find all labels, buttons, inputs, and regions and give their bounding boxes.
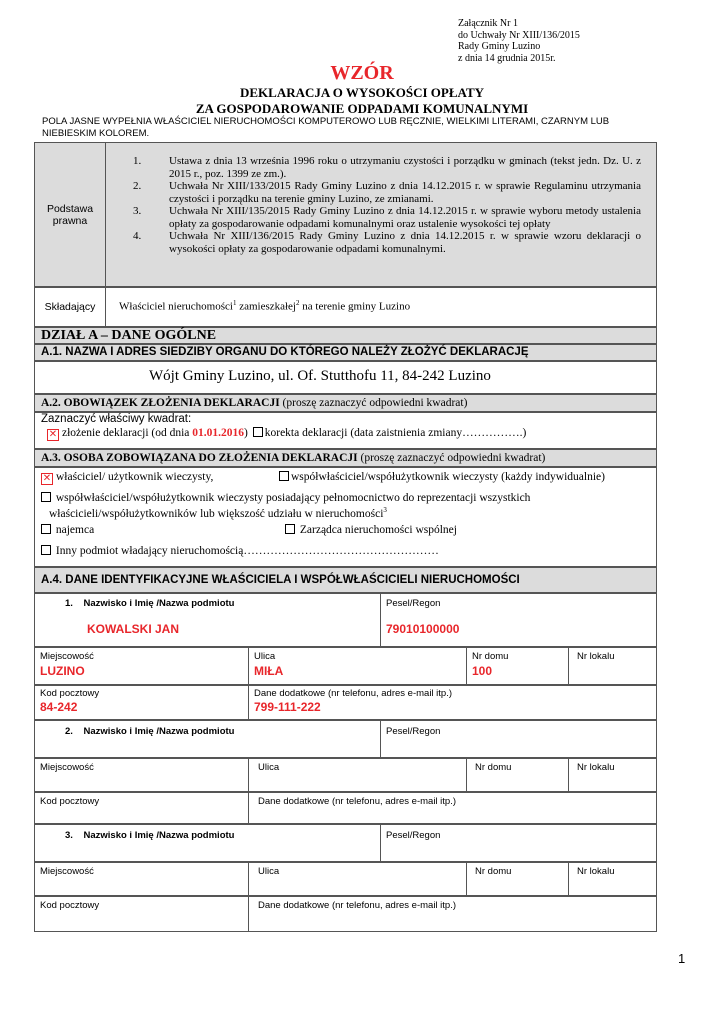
owner-2-extra-field[interactable]	[248, 792, 657, 824]
legal-basis-item	[133, 205, 641, 230]
legal-basis-label: Podstawa prawna	[46, 202, 94, 227]
checkbox-icon[interactable]	[41, 524, 51, 534]
a2-heading	[34, 394, 657, 412]
zip-label: Kod pocztowy	[40, 900, 100, 911]
field-label	[65, 726, 234, 737]
submitter-section	[34, 287, 657, 327]
checkbox-icon[interactable]	[41, 492, 51, 502]
checkbox-icon[interactable]	[285, 524, 295, 534]
street-label: Ulica	[258, 762, 280, 773]
owner-2-street-field[interactable]	[248, 758, 467, 792]
owner-1-house-field[interactable]	[466, 647, 569, 685]
extra-value: 799-111-222	[254, 700, 321, 714]
a2-title: A.2. OBOWIĄZEK ZŁOŻENIA DEKLARACJI	[41, 397, 280, 409]
owner-1-name-field[interactable]	[34, 593, 381, 647]
house-label: Nr domu	[475, 866, 512, 877]
item-number: 3.	[133, 205, 142, 217]
street-label: Ulica	[254, 651, 276, 662]
extra-label: Dane dodatkowe (nr telefonu, adres e-mail itp.)	[258, 796, 457, 807]
extra-label: Dane dodatkowe (nr telefonu, adres e-mail itp.)	[258, 900, 457, 911]
city-label: Miejscowość	[40, 651, 94, 662]
option-label: właściciel/ użytkownik wieczysty,	[56, 471, 214, 483]
extra-label: Dane dodatkowe (nr telefonu, adres e-mail itp.)	[254, 688, 453, 699]
owner-3-street-field[interactable]	[248, 862, 467, 896]
street-label: Ulica	[258, 866, 280, 877]
owner-1-flat-field[interactable]	[568, 647, 657, 685]
owner-1-zip-field[interactable]	[34, 685, 249, 720]
a3-options	[34, 467, 657, 567]
item-text: Uchwała Nr XIII/136/2015 Rady Gminy Luzino z dnia 14.12.2015 r. w sprawie wzoru deklaracji o wysokości opłaty za gospodarowanie odpadami komunalnymi.	[169, 230, 641, 255]
legal-basis-section	[34, 142, 657, 287]
footnote-ref: 1	[232, 299, 237, 307]
annex-line: Załącznik Nr 1	[458, 18, 518, 29]
owner-2-name-field[interactable]	[34, 720, 381, 758]
flat-label: Nr lokalu	[577, 866, 615, 877]
field-label	[65, 598, 234, 609]
house-label: Nr domu	[472, 651, 509, 662]
footnote-ref: 2	[296, 299, 300, 307]
item-number: 2.	[133, 180, 142, 192]
zip-label: Kod pocztowy	[40, 688, 100, 699]
zip-value: 84-242	[40, 700, 78, 714]
a3-option-coowner[interactable]	[279, 471, 605, 483]
field-label	[65, 830, 234, 841]
owner-2-pesel-field[interactable]	[380, 720, 657, 758]
city-value: LUZINO	[40, 664, 85, 678]
fill-instruction: POLA JASNE WYPEŁNIA WŁAŚCICIEL NIERUCHOMOŚCI KOMPUTEROWO LUB RĘCZNIE, WIELKIMI LITERAMI, CZARNYM LUB NIEBIESKIM KOLOREM.	[42, 116, 610, 139]
owner-3-city-field[interactable]	[34, 862, 249, 896]
item-number: 1.	[133, 155, 142, 167]
a3-title: A.3. OSOBA ZOBOWIĄZANA DO ZŁOŻENIA DEKLARACJI	[41, 452, 358, 464]
owner-3-pesel-field[interactable]	[380, 824, 657, 862]
legal-basis-item	[133, 180, 641, 205]
template-stamp: WZÓR	[330, 62, 394, 84]
name-label: Nazwisko i Imię /Nazwa podmiotu	[83, 598, 235, 609]
zip-label: Kod pocztowy	[40, 796, 100, 807]
item-text: Uchwała Nr XIII/135/2015 Rady Gminy Luzino z dnia 14.12.2015 r. w sprawie wyboru metody ustalenia opłaty za gospodarowanie odpadami komunalnymi oraz ustalenie wysokości tej opłaty	[169, 205, 641, 230]
divider	[105, 288, 106, 326]
owner-name-value: KOWALSKI JAN	[87, 622, 180, 636]
owner-number: 3.	[65, 830, 73, 841]
annex-line: Rady Gminy Luzino	[458, 41, 541, 52]
option-label: najemca	[55, 524, 95, 536]
owner-1-extra-field[interactable]	[248, 685, 657, 720]
a3-option-other[interactable]	[41, 545, 439, 557]
flat-label: Nr lokalu	[577, 762, 615, 773]
house-label: Nr domu	[475, 762, 512, 773]
submitter-label: Składający	[44, 301, 96, 313]
owner-2-flat-field[interactable]	[568, 758, 657, 792]
a2-option-initial[interactable]	[47, 427, 526, 441]
owner-2-house-field[interactable]	[466, 758, 569, 792]
a3-option-representative[interactable]	[41, 492, 530, 504]
pesel-label: Pesel/Regon	[386, 598, 441, 609]
item-number: 4.	[133, 230, 142, 242]
a3-note: (proszę zaznaczyć odpowiedni kwadrat)	[360, 452, 546, 464]
owner-3-name-field[interactable]	[34, 824, 381, 862]
a2-options	[34, 412, 657, 449]
a3-option-manager[interactable]	[285, 524, 457, 536]
authority-field	[34, 361, 657, 394]
street-value: MIŁA	[254, 664, 284, 678]
item-text: Uchwała Nr XIII/133/2015 Rady Gminy Luzino z dnia 14.12.2015 r. w sprawie Regulaminu utrzymania czystości i porządku na terenie gminy Luzino, ze zmianami.	[169, 180, 641, 205]
name-label: Nazwisko i Imię /Nazwa podmiotu	[83, 726, 235, 737]
option-label: )	[244, 427, 248, 439]
authority-address: Wójt Gminy Luzino, ul. Of. Stutthofu 11, 84-242 Luzino	[149, 368, 491, 384]
submitter-text-part: Właściciel nieruchomości	[119, 300, 233, 313]
footnote-ref: 3	[383, 506, 387, 514]
owner-2-city-field[interactable]	[34, 758, 249, 792]
owner-1-city-field[interactable]	[34, 647, 249, 685]
name-label: Nazwisko i Imię /Nazwa podmiotu	[83, 830, 235, 841]
city-label: Miejscowość	[40, 866, 94, 877]
checkbox-icon[interactable]	[253, 427, 263, 437]
annex-line: z dnia 14 grudnia 2015r.	[458, 52, 556, 64]
declaration-date: 01.01.2016	[192, 427, 245, 439]
legal-basis-item	[133, 155, 641, 180]
a3-heading	[34, 449, 657, 467]
pesel-label: Pesel/Regon	[386, 830, 441, 841]
owner-3-zip-field[interactable]	[34, 896, 249, 932]
a4-heading: A.4. DANE IDENTYFIKACYJNE WŁAŚCICIELA I WSPÓŁWŁAŚCICIELI NIERUCHOMOŚCI	[34, 567, 657, 593]
document-title: DEKLARACJA O WYSOKOŚCI OPŁATY	[239, 85, 485, 100]
submitter-text-part: na terenie gminy Luzino	[299, 300, 411, 313]
checked-checkbox-icon[interactable]: ✕	[48, 429, 58, 440]
document-subtitle: ZA GOSPODAROWANIE ODPADAMI KOMUNALNYMI	[195, 101, 529, 116]
item-text: Ustawa z dnia 13 września 1996 roku o utrzymaniu czystości i porządku w gminach (tekst jedn. Dz. U. z 2015 r., poz. 1399 ze zm.).	[169, 155, 641, 180]
a3-option-tenant[interactable]	[41, 524, 94, 536]
owner-2-zip-field[interactable]	[34, 792, 249, 824]
option-label: Zarządca nieruchomości wspólnej	[299, 524, 457, 536]
option-label: współwłaściciel/współużytkownik wieczysty posiadający pełnomocnictwo do reprezentacji wszystkich	[55, 492, 531, 504]
option-label: właścicieli/współużytkowników lub większość udziału w nieruchomości	[49, 507, 384, 520]
option-label: współwłaściciel/współużytkownik wieczysty (każdy indywidualnie)	[291, 471, 605, 483]
owner-3-extra-field[interactable]	[248, 896, 657, 932]
option-label: korekta deklaracji (data zaistnienia zmiany…………….)	[264, 427, 527, 439]
checkbox-icon[interactable]	[41, 545, 51, 555]
annex-line: do Uchwały Nr XIII/136/2015	[458, 29, 580, 41]
submitter-text-part: zamieszkałej	[236, 300, 296, 313]
checkbox-icon[interactable]	[279, 471, 289, 481]
owner-number: 2.	[65, 726, 73, 737]
a2-note: (proszę zaznaczyć odpowiedni kwadrat)	[282, 397, 468, 409]
option-label: złożenie deklaracji (od dnia	[62, 427, 193, 439]
page-number: 1	[678, 951, 686, 966]
city-label: Miejscowość	[40, 762, 94, 773]
legal-basis-list	[133, 155, 641, 255]
section-a-heading: DZIAŁ A – DANE OGÓLNE	[34, 327, 657, 344]
a3-option-owner[interactable]	[41, 471, 213, 485]
divider	[105, 143, 106, 286]
submitter-text	[119, 299, 410, 313]
owner-1-street-field[interactable]	[248, 647, 467, 685]
flat-label: Nr lokalu	[577, 651, 615, 662]
checked-checkbox-icon[interactable]: ✕	[42, 473, 52, 484]
a3-option-representative-cont	[49, 506, 387, 520]
owner-1-pesel-field[interactable]	[380, 593, 657, 647]
owner-3-house-field[interactable]	[466, 862, 569, 896]
a1-heading: A.1. NAZWA I ADRES SIEDZIBY ORGANU DO KTÓREGO NALEŻY ZŁOŻYĆ DEKLARACJĘ	[34, 344, 657, 361]
pesel-label: Pesel/Regon	[386, 726, 441, 737]
annex-note	[458, 18, 580, 64]
a2-hint: Zaznaczyć właściwy kwadrat:	[41, 413, 192, 425]
house-value: 100	[472, 664, 493, 678]
option-label: Inny podmiot władający nieruchomością……………………………………………	[55, 545, 439, 557]
owner-number: 1.	[65, 598, 73, 609]
legal-basis-item	[133, 230, 641, 255]
owner-3-flat-field[interactable]	[568, 862, 657, 896]
pesel-value: 79010100000	[386, 622, 460, 636]
